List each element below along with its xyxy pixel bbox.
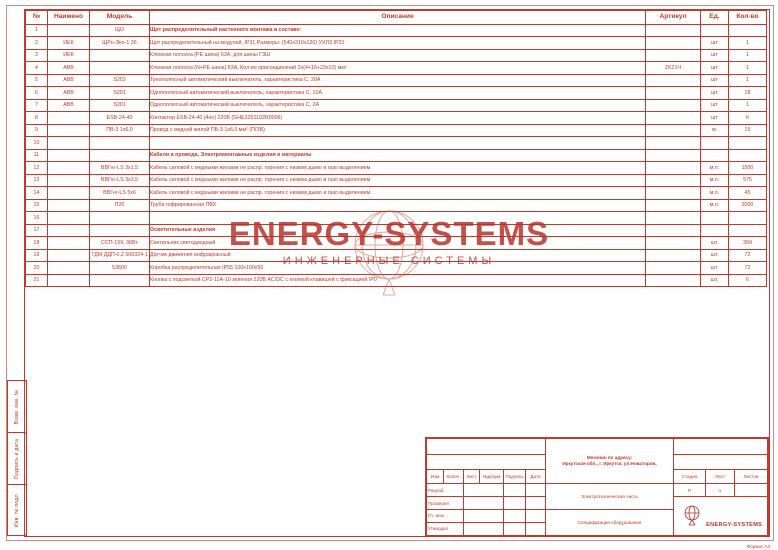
role-date-utverdil: [526, 522, 546, 535]
cell-name: ABB: [48, 74, 90, 87]
cell-article: [646, 87, 701, 100]
cell-unit: шт: [701, 74, 729, 87]
left-margin-stamp: [7, 380, 27, 536]
revision-area-2: [427, 455, 546, 470]
cell-quantity: [729, 149, 767, 162]
cell-model: ВВГнг-LS 5х6: [90, 187, 150, 200]
cell-unit: шт: [701, 37, 729, 50]
cell-name: [48, 124, 90, 137]
cell-model: [90, 212, 150, 225]
cell-unit: м.п.: [701, 162, 729, 175]
cell-description: Однополюсный автоматический выключатель, характеристика С, 2А: [150, 99, 646, 112]
cell-quantity: 6: [729, 112, 767, 125]
cell-unit: шт: [701, 49, 729, 62]
cell-model: [90, 149, 150, 162]
cell-description: Однополюсный автоматический выключатель, характеристика С, 10А: [150, 87, 646, 100]
cell-article: [646, 149, 701, 162]
table-row: [26, 187, 767, 200]
cell-article: [646, 274, 701, 287]
cell-model: S201: [90, 99, 150, 112]
cell-name: [48, 137, 90, 150]
cell-quantity: [729, 137, 767, 150]
role-sign-proveril: [504, 497, 526, 510]
role-label-razrab: Разраб.: [427, 484, 464, 497]
cell-number: 3: [26, 49, 48, 62]
cell-unit: м.п.: [701, 174, 729, 187]
cell-name: [48, 174, 90, 187]
cell-number: 18: [26, 237, 48, 250]
role-name-glinzh: [464, 510, 504, 523]
cell-description: Кабель силовой с медными жилами не распр. горения с низким дымо и газо выделением: [150, 174, 646, 187]
cell-model: [90, 224, 150, 237]
cell-quantity: 360: [729, 237, 767, 250]
cell-article: [646, 124, 701, 137]
cell-unit: шт: [701, 87, 729, 100]
cell-description: Кабели и провода, Электромонтажные изделия и материалы: [150, 149, 646, 162]
stage-value: Р: [674, 484, 706, 497]
cell-article: [646, 237, 701, 250]
stamp-col-ndokum: №докум: [480, 470, 504, 484]
cell-model: ESB-24-40: [90, 112, 150, 125]
table-row: [26, 149, 767, 162]
cell-description: Светильник светодиодный: [150, 237, 646, 250]
cell-unit: [701, 224, 729, 237]
stamp-top-right: [674, 439, 768, 455]
title-block: [425, 437, 769, 537]
cell-description: Осветительные изделия: [150, 224, 646, 237]
cell-model: [90, 274, 150, 287]
cell-description: [150, 137, 646, 150]
table-row: [26, 137, 767, 150]
col-header-article: Артикул: [646, 11, 701, 25]
cell-name: [48, 187, 90, 200]
cell-article: [646, 199, 701, 212]
stamp-col-podpis: Подпись: [504, 470, 526, 484]
cell-number: 12: [26, 162, 48, 175]
cell-model: [90, 62, 150, 75]
cell-name: [48, 149, 90, 162]
role-sign-utverdil: [504, 522, 526, 535]
cell-quantity: [729, 224, 767, 237]
cell-unit: шт.: [701, 249, 729, 262]
globe-logo-icon: [679, 504, 705, 526]
cell-quantity: 1: [729, 49, 767, 62]
cell-number: 5: [26, 74, 48, 87]
sheet-value: 1: [706, 484, 735, 497]
role-date-razrab: [526, 484, 546, 497]
table-row: [26, 199, 767, 212]
table-row: [26, 37, 767, 50]
cell-name: [48, 224, 90, 237]
cell-model: ТДМ ДДП-0,2 500324-1: [90, 249, 150, 262]
cell-name: [48, 199, 90, 212]
left-margin-label: Взам. инв. №: [14, 389, 20, 424]
cell-name: [48, 237, 90, 250]
cell-quantity: 6: [729, 274, 767, 287]
cell-quantity: [729, 24, 767, 37]
table-row: [26, 174, 767, 187]
role-name-utverdil: [464, 522, 504, 535]
cell-unit: шт: [701, 62, 729, 75]
cell-number: 15: [26, 199, 48, 212]
cell-name: ABB: [48, 99, 90, 112]
title-block-table: [426, 438, 768, 536]
cell-unit: [701, 24, 729, 37]
cell-name: [48, 212, 90, 225]
specification-table: [25, 10, 767, 287]
table-row: [26, 162, 767, 175]
cell-number: 4: [26, 62, 48, 75]
cell-article: [646, 74, 701, 87]
cell-unit: м.: [701, 124, 729, 137]
cell-number: 13: [26, 174, 48, 187]
table-row: [26, 124, 767, 137]
revision-area: [427, 439, 546, 455]
cell-name: [48, 274, 90, 287]
stamp-sheet-header: Лист: [706, 470, 735, 484]
object-address: Иркутская обл., г. Иркутск, ул.Новаторов,: [562, 461, 657, 467]
document-title: Спецификация оборудования: [546, 510, 674, 536]
cell-unit: [701, 212, 729, 225]
cell-article: [646, 49, 701, 62]
cell-model: ЩРн-Эко-1 36: [90, 37, 150, 50]
cell-unit: [701, 149, 729, 162]
cell-quantity: [729, 212, 767, 225]
stamp-role-row: [427, 484, 768, 497]
cell-name: ABB: [48, 62, 90, 75]
section-title: Электротехническая часть: [546, 484, 674, 510]
col-header-description: Описание: [150, 11, 646, 25]
cell-quantity: 1: [729, 74, 767, 87]
cell-number: 21: [26, 274, 48, 287]
cell-description: Контактор ESB-24-40 (4но) 220В (GHE3291102R0006): [150, 112, 646, 125]
col-header-name: Наимено: [48, 11, 90, 25]
table-row: [26, 262, 767, 275]
cell-description: Труба гофрированная ПВХ: [150, 199, 646, 212]
cell-quantity: 18: [729, 87, 767, 100]
left-margin-label: Подпись и дата: [14, 438, 20, 479]
left-margin-cell: [8, 381, 26, 433]
col-header-quantity: Кол-во: [729, 11, 767, 25]
cell-name: [48, 262, 90, 275]
sheet-format-label: Формат A3: [746, 544, 770, 549]
cell-description: Кнопка с подсветкой CP2-11A-10 зеленая 220В AC/DC с кнопкой клавишей с фиксацией IP0: [150, 274, 646, 287]
role-label-glinzh: Гл. инж.: [427, 510, 464, 523]
cell-number: 11: [26, 149, 48, 162]
cell-quantity: 575: [729, 174, 767, 187]
cell-model: ССП-159, 36Вт: [90, 237, 150, 250]
cell-number: 10: [26, 137, 48, 150]
cell-quantity: 1500: [729, 162, 767, 175]
role-label-proveril: Проверил: [427, 497, 464, 510]
cell-description: [150, 212, 646, 225]
role-name-proveril: [464, 497, 504, 510]
table-row: [26, 249, 767, 262]
cell-quantity: 72: [729, 249, 767, 262]
watermark-subtitle: ИНЖЕНЕРНЫЕ СИСТЕМЫ: [282, 255, 496, 267]
cell-unit: м.п.: [701, 187, 729, 200]
cell-name: [48, 249, 90, 262]
cell-name: ABB: [48, 87, 90, 100]
cell-number: 7: [26, 99, 48, 112]
cell-name: ИЕК: [48, 37, 90, 50]
table-row: [26, 237, 767, 250]
role-sign-razrab: [504, 484, 526, 497]
object-title-cell: [546, 439, 674, 484]
cell-model: S201: [90, 87, 150, 100]
cell-number: 1: [26, 24, 48, 37]
cell-article: [646, 174, 701, 187]
cell-quantity: 2000: [729, 199, 767, 212]
table-row: [26, 112, 767, 125]
cell-quantity: 1: [729, 62, 767, 75]
role-name-razrab: [464, 484, 504, 497]
cell-name: [48, 24, 90, 37]
table-row: [26, 224, 767, 237]
cell-number: 19: [26, 249, 48, 262]
stamp-top-right-2: [674, 455, 768, 470]
role-date-proveril: [526, 497, 546, 510]
table-row: [26, 24, 767, 37]
cell-quantity: 72: [729, 262, 767, 275]
cell-model: ПВ-3 1х6,0: [90, 124, 150, 137]
table-row: [26, 87, 767, 100]
cell-number: 20: [26, 262, 48, 275]
cell-unit: шт.: [701, 274, 729, 287]
cell-article: [646, 99, 701, 112]
table-row: [26, 274, 767, 287]
cell-description: Щит распределительный настенного монтажа в составе:: [150, 24, 646, 37]
left-margin-cell: [8, 485, 26, 536]
cell-description: Провод с медной жилой ПВ-3 1х6,0 мм² (П/ЗВ): [150, 124, 646, 137]
cell-number: 17: [26, 224, 48, 237]
cell-quantity: 1: [729, 37, 767, 50]
table-row: [26, 99, 767, 112]
company-name: ENERGY-SYSTEMS: [706, 522, 763, 529]
cell-article: [646, 112, 701, 125]
role-sign-glinzh: [504, 510, 526, 523]
table-row: [26, 49, 767, 62]
stamp-col-data: Дата: [526, 470, 546, 484]
cell-quantity: 15: [729, 124, 767, 137]
cell-number: 8: [26, 112, 48, 125]
cell-unit: шт.: [701, 237, 729, 250]
cell-number: 9: [26, 124, 48, 137]
cell-article: [646, 37, 701, 50]
cell-number: 6: [26, 87, 48, 100]
col-header-unit: Ед.: [701, 11, 729, 25]
cell-model: [90, 137, 150, 150]
sheets-value: [735, 484, 768, 497]
cell-model: [90, 49, 150, 62]
col-header-model: Модель: [90, 11, 150, 25]
stamp-sheets-header: Листов: [735, 470, 768, 484]
table-row: [26, 212, 767, 225]
left-margin-label: Инв. № подл.: [14, 492, 20, 528]
cell-article: [646, 262, 701, 275]
stamp-col-izm: Изм: [427, 470, 444, 484]
cell-model: 53600: [90, 262, 150, 275]
cell-description: Датчик движения инфракрасный: [150, 249, 646, 262]
cell-model: ЩО: [90, 24, 150, 37]
table-row: [26, 62, 767, 75]
object-title: Мезонин по адресу:: [586, 455, 633, 461]
cell-description: Щит распределительный на модулей, IP31 Размеры: (540x310x120) УХЛЗ IP31: [150, 37, 646, 50]
cell-number: 16: [26, 212, 48, 225]
cell-article: [646, 212, 701, 225]
cell-unit: шт: [701, 112, 729, 125]
stamp-col-list: Лист: [464, 470, 480, 484]
cell-number: 2: [26, 37, 48, 50]
stamp-col-kolich: Колич.: [444, 470, 464, 484]
cell-name: [48, 112, 90, 125]
left-margin-cell: [8, 433, 26, 485]
col-header-number: №: [26, 11, 48, 25]
cell-unit: м.п.: [701, 199, 729, 212]
cell-article: [646, 224, 701, 237]
watermark-title: ENERGY-SYSTEMS: [228, 215, 550, 252]
cell-description: Кабель силовой с медными жилами не распр. горения с низким дымо и газо выделением: [150, 187, 646, 200]
role-label-utverdil: Утвердил: [427, 522, 464, 535]
stamp-stage-header: Стадия: [674, 470, 706, 484]
cell-name: [48, 162, 90, 175]
cell-description: Клемная полоска (PE шина) 63А, для шины ГЗШ: [150, 49, 646, 62]
cell-article: [646, 137, 701, 150]
cell-name: ИЕК: [48, 49, 90, 62]
cell-article: [646, 187, 701, 200]
cell-article: [646, 162, 701, 175]
table-row: [26, 74, 767, 87]
cell-article: [646, 249, 701, 262]
cell-model: S203: [90, 74, 150, 87]
role-date-glinzh: [526, 510, 546, 523]
cell-quantity: 1: [729, 99, 767, 112]
cell-quantity: 45: [729, 187, 767, 200]
title-block-row: [427, 439, 768, 455]
cell-article: [646, 24, 701, 37]
cell-model: ВВГнг-LS 3х2,5: [90, 174, 150, 187]
cell-description: Коробка распределительная IP55 100х100х50: [150, 262, 646, 275]
cell-article: ZK21Ч: [646, 62, 701, 75]
cell-unit: [701, 137, 729, 150]
table-header-row: [26, 11, 767, 25]
cell-unit: шт.: [701, 262, 729, 275]
cell-unit: шт: [701, 99, 729, 112]
cell-description: Клемная полоска (N+PE шина) 63А, Кол-во присоединений 2х(4+16+23х10) мм²: [150, 62, 646, 75]
cell-number: 14: [26, 187, 48, 200]
cell-model: ВВГнг-LS 3х1,5: [90, 162, 150, 175]
cell-model: П20: [90, 199, 150, 212]
company-logo-cell: [674, 497, 768, 536]
cell-description: Трехполюсный автоматический выключатель, характеристика С, 20А: [150, 74, 646, 87]
cell-description: Кабель силовой с медными жилами не распр. горения с низким дымо и газо выделением: [150, 162, 646, 175]
